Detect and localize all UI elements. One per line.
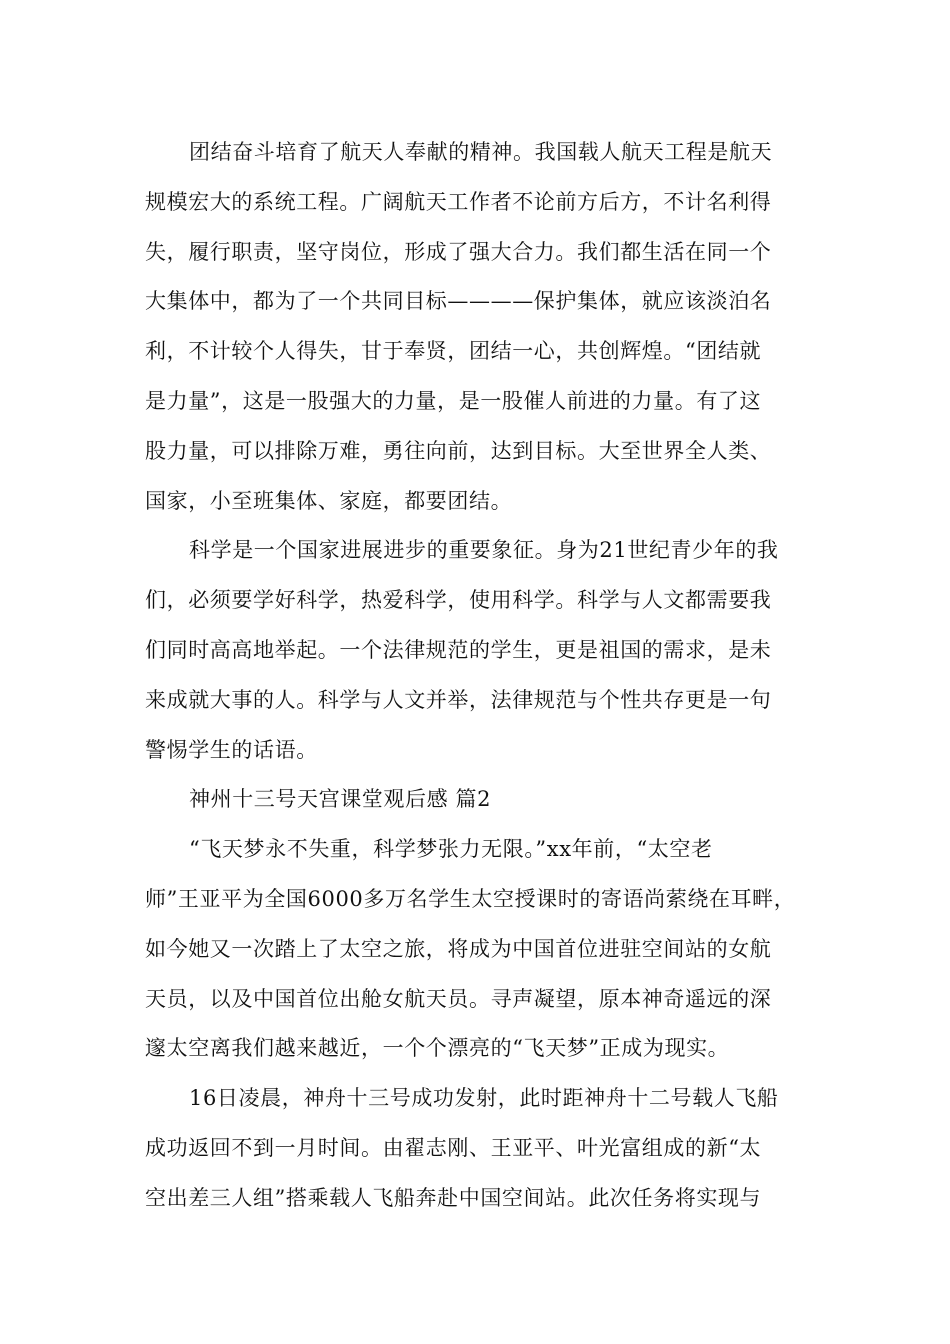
text-line: 邃太空离我们越来越近，一个个漂亮的“飞天梦”正成为现实。 bbox=[145, 1036, 730, 1061]
text-line: 大集体中，都为了一个共同目标————保护集体，就应该淡泊名 bbox=[145, 289, 772, 314]
text-line: 空出差三人组”搭乘载人飞船奔赴中国空间站。此次任务将实现与 bbox=[145, 1185, 762, 1210]
text-line: 团结奋斗培育了航天人奉献的精神。我国载人航天工程是航天 bbox=[189, 140, 773, 164]
text-line: 失，履行职责，坚守岗位，形成了强大合力。我们都生活在同一个 bbox=[145, 239, 772, 264]
text-line: 是力量”，这是一股强大的力量，是一股催人前进的力量。有了这 bbox=[145, 388, 762, 413]
text-line: 科学是一个国家进展进步的重要象征。身为21世纪青少年的我 bbox=[189, 538, 779, 563]
text-line: 警惕学生的话语。 bbox=[145, 737, 318, 762]
text-line: 股力量，可以排除万难，勇往向前，达到目标。大至世界全人类、 bbox=[145, 438, 772, 463]
text-line: 成功返回不到一月时间。由翟志刚、王亚平、叶光富组成的新“太 bbox=[145, 1135, 762, 1160]
text-line: 利，不计较个人得失，甘于奉贤，团结一心，共创辉煌。“团结就 bbox=[145, 339, 762, 364]
text-line: 国家，小至班集体、家庭，都要团结。 bbox=[145, 488, 513, 513]
text-line: 们同时高高地举起。一个法律规范的学生，更是祖国的需求，是未 bbox=[145, 637, 772, 662]
text-line: “飞天梦永不失重，科学梦张力无限。”xx年前，“太空老 bbox=[189, 837, 713, 862]
text-line: 规模宏大的系统工程。广阔航天工作者不论前方后方，不计名利得 bbox=[145, 189, 772, 214]
text-line: 神州十三号天宫课堂观后感 篇2 bbox=[189, 787, 492, 812]
text-line: 们，必须要学好科学，热爱科学，使用科学。科学与人文都需要我 bbox=[145, 588, 772, 613]
text-line: 16日凌晨，神舟十三号成功发射，此时距神舟十二号载人飞船 bbox=[189, 1086, 779, 1111]
text-line: 如今她又一次踏上了太空之旅，将成为中国首位进驻空间站的女航 bbox=[145, 936, 772, 961]
text-line: 来成就大事的人。科学与人文并举，法律规范与个性共存更是一句 bbox=[145, 687, 772, 712]
text-line: 师”王亚平为全国6000多万名学生太空授课时的寄语尚萦绕在耳畔， bbox=[145, 886, 796, 911]
text-line: 天员，以及中国首位出舱女航天员。寻声凝望，原本神奇遥远的深 bbox=[145, 986, 772, 1011]
document-body bbox=[145, 128, 810, 1224]
